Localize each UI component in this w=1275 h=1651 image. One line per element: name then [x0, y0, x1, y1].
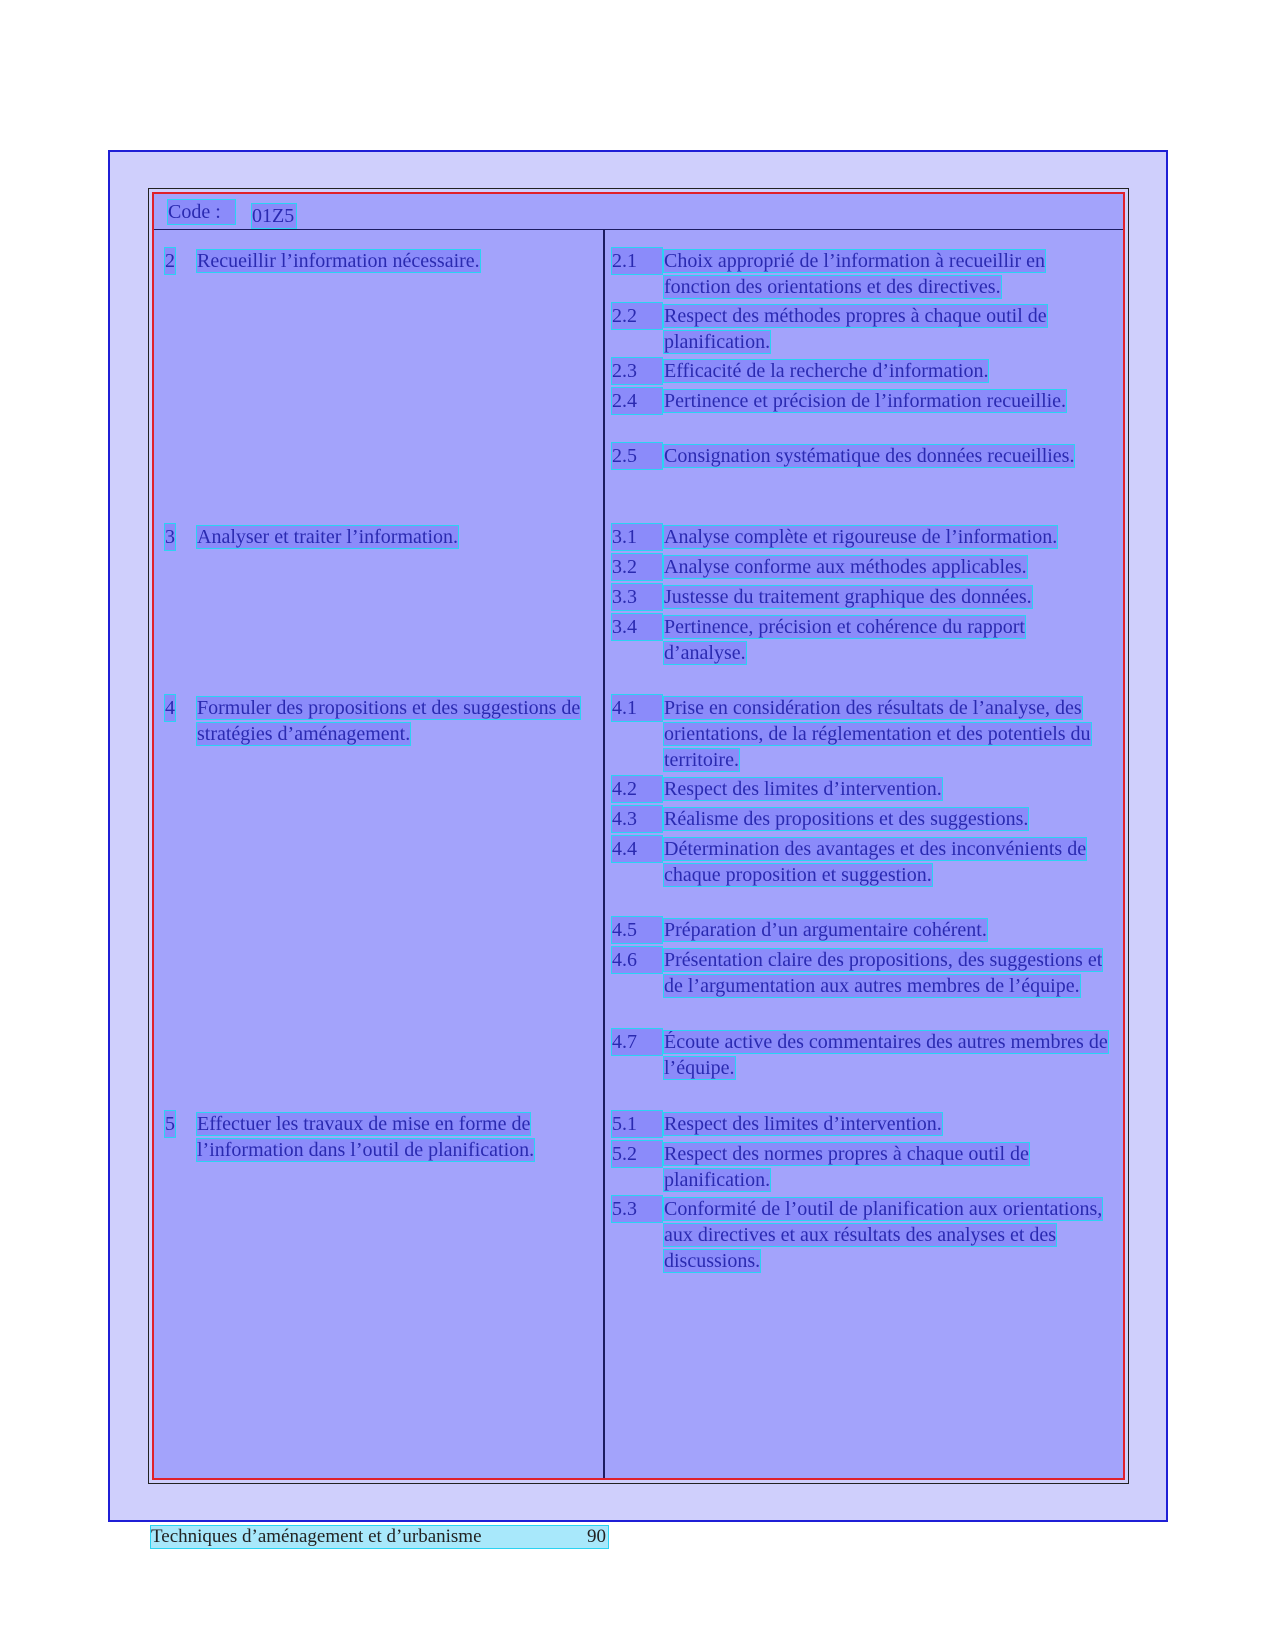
- criterion-number: 4.7: [612, 1029, 662, 1055]
- criterion-text: Analyse complète et rigoureuse de l’information.: [664, 526, 1058, 548]
- criterion-number: 4.5: [612, 917, 662, 943]
- criterion-number: 3.4: [612, 614, 662, 640]
- criterion-number: 4.2: [612, 776, 662, 802]
- page-footer: [151, 1526, 608, 1548]
- criterion-number: 3.2: [612, 554, 662, 580]
- criterion-text: Préparation d’un argumentaire cohérent.: [664, 919, 987, 941]
- header-divider: [154, 229, 1123, 230]
- page-number: 90: [587, 1526, 606, 1547]
- competency-number: 5: [165, 1113, 175, 1135]
- competency-number: 4: [165, 697, 175, 719]
- criterion-text: Détermination des avantages et des inconvénients de chaque proposition et suggestion.: [664, 838, 1087, 886]
- criterion-text: Analyse conforme aux méthodes applicables.: [664, 556, 1027, 578]
- criterion-number: 4.3: [612, 806, 662, 832]
- criterion-text: Respect des méthodes propres à chaque outil de planification.: [664, 305, 1047, 353]
- criterion-number: 5.2: [612, 1141, 662, 1167]
- competency-text: Analyser et traiter l’information.: [197, 526, 459, 548]
- criterion-number: 4.6: [612, 947, 662, 973]
- criterion-text: Réalisme des propositions et des suggestions.: [664, 808, 1029, 830]
- criterion-number: 2.1: [612, 248, 662, 274]
- competency-text: Formuler des propositions et des suggestions de stratégies d’aménagement.: [197, 697, 581, 745]
- criteria-table: [148, 188, 1129, 1484]
- criterion-number: 2.4: [612, 388, 662, 414]
- criteria-table-inner: [152, 192, 1125, 1480]
- criterion-text: Choix approprié de l’information à recueillir en fonction des orientations et des directives.: [664, 250, 1045, 298]
- criterion-number: 3.1: [612, 524, 662, 550]
- criterion-number: 2.5: [612, 443, 662, 469]
- competency-text: Effectuer les travaux de mise en forme de l’information dans l’outil de planification.: [197, 1113, 535, 1161]
- criterion-text: Conformité de l’outil de planification aux orientations, aux directives et aux résultats des analyses et des discussions.: [664, 1198, 1103, 1272]
- criterion-number: 4.1: [612, 695, 662, 721]
- criterion-text: Respect des limites d’intervention.: [664, 778, 942, 800]
- criterion-text: Pertinence, précision et cohérence du rapport d’analyse.: [664, 616, 1025, 664]
- criterion-text: Justesse du traitement graphique des données.: [664, 586, 1032, 608]
- competency-number: 2: [165, 250, 175, 272]
- criterion-text: Respect des normes propres à chaque outil de planification.: [664, 1143, 1029, 1191]
- criterion-text: Consignation systématique des données recueillies.: [664, 445, 1075, 467]
- criterion-number: 4.4: [612, 836, 662, 862]
- criterion-text: Efficacité de la recherche d’information.: [664, 360, 989, 382]
- criterion-text: Présentation claire des propositions, des suggestions et de l’argumentation aux autres membres de l’équipe.: [664, 949, 1103, 997]
- competency-number: 3: [165, 526, 175, 548]
- criterion-number: 2.3: [612, 358, 662, 384]
- code-label: Code :: [168, 200, 235, 224]
- criterion-number: 5.1: [612, 1111, 662, 1137]
- criterion-number: 2.2: [612, 303, 662, 329]
- criterion-text: Prise en considération des résultats de l’analyse, des orientations, de la réglementation et des potentiels du territoire.: [664, 697, 1091, 771]
- footer-title: Techniques d’aménagement et d’urbanisme: [151, 1526, 482, 1547]
- criterion-number: 3.3: [612, 584, 662, 610]
- competency-text: Recueillir l’information nécessaire.: [197, 250, 480, 272]
- criterion-text: Écoute active des commentaires des autres membres de l’équipe.: [664, 1031, 1108, 1079]
- criterion-text: Respect des limites d’intervention.: [664, 1113, 942, 1135]
- code-value: 01Z5: [252, 205, 295, 227]
- criterion-text: Pertinence et précision de l’information recueillie.: [664, 390, 1067, 412]
- column-divider: [603, 229, 605, 1478]
- criterion-number: 5.3: [612, 1196, 662, 1222]
